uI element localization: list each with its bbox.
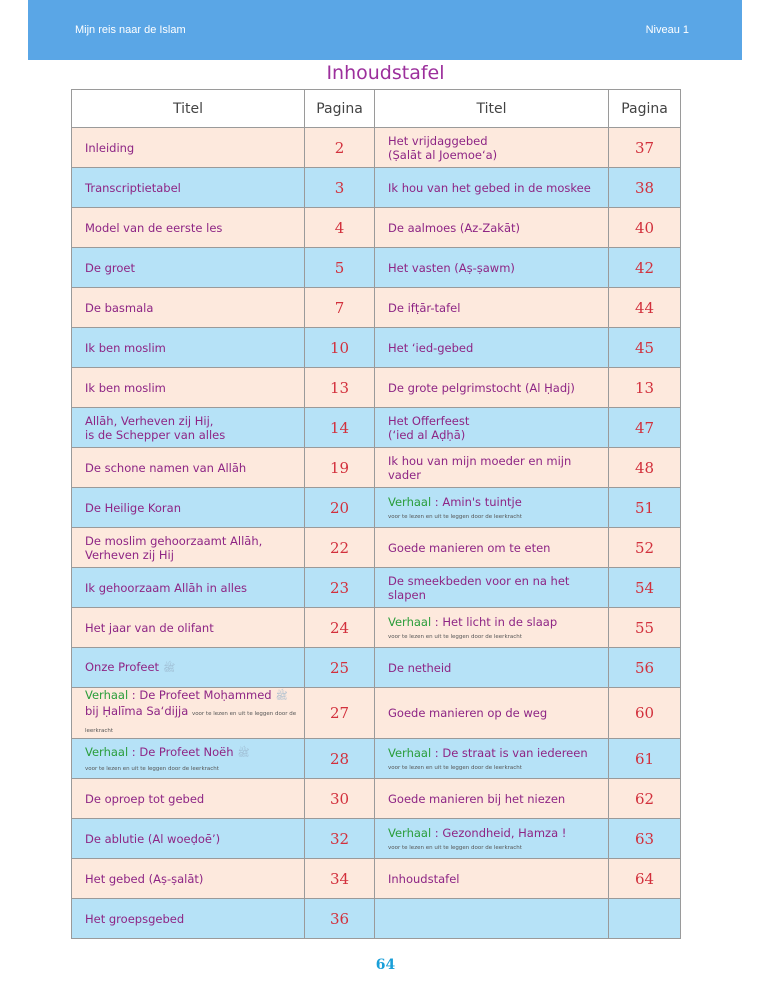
column-header-title: Titel: [72, 90, 305, 128]
story-label: Verhaal: [388, 745, 432, 760]
toc-title-right[interactable]: [375, 368, 609, 408]
entry-title: De schone namen van Allāh: [85, 460, 247, 475]
column-header-page: Pagina: [609, 90, 681, 128]
toc-page-right: 42: [609, 248, 681, 288]
toc-title-left[interactable]: [72, 819, 305, 859]
entry-title: De moslim gehoorzaamt Allāh, Verheven zij Hij: [85, 533, 263, 562]
toc-row: [72, 859, 681, 899]
toc-title-right[interactable]: [375, 739, 609, 779]
toc-title-right[interactable]: [375, 568, 609, 608]
toc-page-left: 34: [305, 859, 375, 899]
toc-row: [72, 128, 681, 168]
toc-row: [72, 528, 681, 568]
toc-page-right: 52: [609, 528, 681, 568]
entry-title: Model van de eerste les: [85, 220, 223, 235]
column-header-title: Titel: [375, 90, 609, 128]
toc-title-left[interactable]: [72, 688, 305, 739]
toc-page-left: 20: [305, 488, 375, 528]
entry-title: : De straat is van iedereen: [431, 745, 588, 760]
entry-title: De Heilige Koran: [85, 500, 181, 515]
entry-title: De aalmoes (Az-Zakāt): [388, 220, 521, 235]
entry-title-line2: bij Ḥalīma Sa‘dijja: [85, 704, 192, 718]
entry-title: Goede manieren bij het niezen: [388, 791, 566, 806]
entry-title: Het groepsgebed: [85, 911, 185, 926]
toc-title-left[interactable]: [72, 288, 305, 328]
entry-title: : Het licht in de slaap: [431, 614, 558, 629]
toc-page-right: 47: [609, 408, 681, 448]
story-label: Verhaal: [388, 494, 432, 509]
entry-title: Het Offerfeest (‘ied al Aḍḥā): [388, 413, 470, 442]
toc-page-right: 51: [609, 488, 681, 528]
page-title: Inhoudstafel: [326, 62, 445, 84]
toc-page-right: 54: [609, 568, 681, 608]
toc-page-right: 60: [609, 688, 681, 739]
toc-row: [72, 899, 681, 939]
toc-title-left[interactable]: [72, 779, 305, 819]
entry-title: Inhoudstafel: [388, 871, 460, 886]
toc-title-right[interactable]: [375, 208, 609, 248]
toc-page-left: 2: [305, 128, 375, 168]
page-number: 64: [375, 957, 396, 973]
entry-title: Het vrijdaggebed (Ṣalāt al Joemoe‘a): [388, 133, 498, 162]
teacher-note: voor te lezen en uit te leggen door de leerkracht: [388, 844, 522, 851]
toc-title-left[interactable]: [72, 448, 305, 488]
toc-page-right: 38: [609, 168, 681, 208]
toc-title-left[interactable]: [72, 739, 305, 779]
teacher-note: voor te lezen en uit te leggen door de leerkracht: [388, 764, 522, 771]
toc-table: [71, 89, 681, 939]
salawat-icon: ﷺ: [237, 747, 250, 759]
toc-page-left: 23: [305, 568, 375, 608]
toc-page-right: 55: [609, 608, 681, 648]
toc-page-right: 40: [609, 208, 681, 248]
toc-page-right: 63: [609, 819, 681, 859]
entry-title: De netheid: [388, 660, 452, 675]
toc-page-left: 3: [305, 168, 375, 208]
toc-page-left: 13: [305, 368, 375, 408]
toc-page-right: 61: [609, 739, 681, 779]
entry-title: De grote pelgrimstocht (Al Ḥadj): [388, 380, 575, 395]
entry-title: Ik gehoorzaam Allāh in alles: [85, 580, 248, 595]
toc-page-left: 10: [305, 328, 375, 368]
toc-title-right[interactable]: [375, 648, 609, 688]
toc-title-left[interactable]: [72, 859, 305, 899]
toc-page-left: 32: [305, 819, 375, 859]
toc-row: [72, 779, 681, 819]
entry-title: Het jaar van de olifant: [85, 620, 214, 635]
entry-title: De basmala: [85, 300, 154, 315]
toc-row: [72, 568, 681, 608]
toc-title-left[interactable]: [72, 208, 305, 248]
entry-title: Transcriptietabel: [85, 180, 181, 195]
entry-title: Ik ben moslim: [85, 340, 166, 355]
entry-title: Ik ben moslim: [85, 380, 166, 395]
toc-title-right[interactable]: [375, 608, 609, 648]
toc-title-right[interactable]: [375, 288, 609, 328]
toc-title-right[interactable]: [375, 819, 609, 859]
toc-title-right[interactable]: [375, 688, 609, 739]
toc-page-left: 27: [305, 688, 375, 739]
toc-row: [72, 688, 681, 739]
salawat-icon: ﷺ: [163, 662, 176, 674]
toc-title-left[interactable]: [72, 899, 305, 939]
toc-row: [72, 408, 681, 448]
toc-title-left[interactable]: [72, 488, 305, 528]
toc-row: [72, 739, 681, 779]
toc-row: [72, 288, 681, 328]
toc-title-right[interactable]: [375, 528, 609, 568]
entry-title: : Gezondheid, Hamza !: [431, 825, 567, 840]
toc-title-left[interactable]: [72, 368, 305, 408]
toc-title-right[interactable]: [375, 779, 609, 819]
toc-page-left: 7: [305, 288, 375, 328]
toc-title-left[interactable]: [72, 248, 305, 288]
entry-title: Inleiding: [85, 140, 135, 155]
book-title: Mijn reis naar de Islam: [75, 24, 186, 36]
entry-title: De ablutie (Al woeḍoē’): [85, 831, 221, 846]
toc-header-row: [72, 90, 681, 128]
entry-title: : De Profeet Noëh: [128, 744, 234, 759]
toc-page-right: 37: [609, 128, 681, 168]
toc-row: [72, 328, 681, 368]
toc-row: [72, 208, 681, 248]
toc-title-right[interactable]: [375, 859, 609, 899]
story-label: Verhaal: [388, 614, 432, 629]
toc-row: [72, 368, 681, 408]
toc-title-right[interactable]: [375, 248, 609, 288]
toc-title-left[interactable]: [72, 168, 305, 208]
entry-title: Goede manieren op de weg: [388, 706, 548, 720]
toc-page-right: 62: [609, 779, 681, 819]
entry-title: Ik hou van mijn moeder en mijn vader: [388, 453, 572, 482]
entry-title: Ik hou van het gebed in de moskee: [388, 180, 591, 195]
toc-title-right[interactable]: [375, 488, 609, 528]
toc-title-left[interactable]: [72, 648, 305, 688]
teacher-note: voor te lezen en uit te leggen door de leerkracht: [388, 513, 522, 520]
toc-page-left: 5: [305, 248, 375, 288]
toc-title-left[interactable]: [72, 528, 305, 568]
toc-title-right: [375, 899, 609, 939]
teacher-note: voor te lezen en uit te leggen door de leerkracht: [85, 711, 297, 734]
entry-title: Het gebed (Aṣ-ṣalāt): [85, 871, 204, 886]
toc-title-right[interactable]: [375, 128, 609, 168]
toc-page-left: 4: [305, 208, 375, 248]
teacher-note: voor te lezen en uit te leggen door de leerkracht: [388, 633, 522, 640]
toc-row: [72, 608, 681, 648]
toc-page-right: 45: [609, 328, 681, 368]
toc-title-right[interactable]: [375, 168, 609, 208]
toc-page-right: 13: [609, 368, 681, 408]
toc-page-right: [609, 899, 681, 939]
level-label: Niveau 1: [645, 24, 689, 36]
story-label: Verhaal: [85, 688, 129, 702]
toc-row: [72, 819, 681, 859]
column-header-page: Pagina: [305, 90, 375, 128]
toc-row: [72, 648, 681, 688]
entry-title: Onze Profeet: [85, 659, 160, 674]
toc-title-left[interactable]: [72, 328, 305, 368]
toc-page-left: 14: [305, 408, 375, 448]
toc-page-right: 56: [609, 648, 681, 688]
toc-row: [72, 488, 681, 528]
entry-title: Goede manieren om te eten: [388, 540, 551, 555]
toc-title-left[interactable]: [72, 408, 305, 448]
toc-body: [72, 128, 681, 939]
entry-title: De oproep tot gebed: [85, 791, 205, 806]
salawat-icon: ﷺ: [275, 691, 288, 702]
entry-title: Het ‘ied-gebed: [388, 340, 474, 355]
entry-title: De smeekbeden voor en na het slapen: [388, 573, 570, 602]
story-label: Verhaal: [388, 825, 432, 840]
toc-title-left[interactable]: [72, 608, 305, 648]
toc-title-left[interactable]: [72, 128, 305, 168]
toc-page-right: 44: [609, 288, 681, 328]
toc-title-left[interactable]: [72, 568, 305, 608]
toc-page-left: 19: [305, 448, 375, 488]
toc-row: [72, 168, 681, 208]
toc-page-left: 25: [305, 648, 375, 688]
toc-page-right: 48: [609, 448, 681, 488]
toc-title-right[interactable]: [375, 408, 609, 448]
toc-page-left: 36: [305, 899, 375, 939]
teacher-note: voor te lezen en uit te leggen door de leerkracht: [85, 765, 219, 772]
toc-page-left: 24: [305, 608, 375, 648]
entry-title: De ifṭār-tafel: [388, 300, 461, 315]
story-label: Verhaal: [85, 744, 129, 759]
toc-row: [72, 248, 681, 288]
toc-title-right[interactable]: [375, 328, 609, 368]
entry-title: : De Profeet Moḥammed: [128, 688, 272, 702]
page-header: [28, 0, 742, 60]
toc-title-right[interactable]: [375, 448, 609, 488]
entry-title: De groet: [85, 260, 135, 275]
toc-page-right: 64: [609, 859, 681, 899]
toc-page-left: 22: [305, 528, 375, 568]
entry-title: Het vasten (Aṣ-ṣawm): [388, 260, 515, 275]
toc-page-left: 28: [305, 739, 375, 779]
toc-row: [72, 448, 681, 488]
entry-title: Allāh, Verheven zij Hij, is de Schepper van alles: [85, 413, 226, 442]
toc-page-left: 30: [305, 779, 375, 819]
entry-title: : Amin's tuintje: [431, 494, 522, 509]
